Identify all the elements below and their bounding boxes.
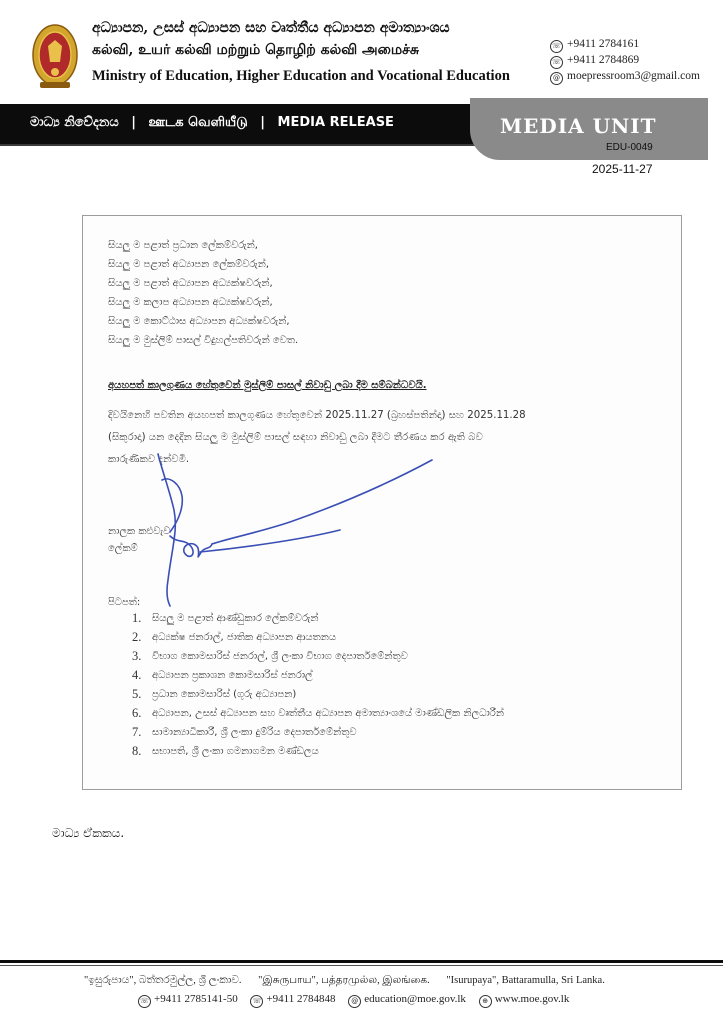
media-release-label-en: MEDIA RELEASE xyxy=(277,115,394,130)
header-phone-2 xyxy=(550,54,639,69)
header-phone-2-text: +9411 2784869 xyxy=(567,54,640,66)
copy-number: 1. xyxy=(132,611,142,625)
media-unit-signoff: මාධ්‍ය ඒකකය. xyxy=(52,826,125,840)
copy-number: 3. xyxy=(132,649,142,663)
phone-icon: ☏ xyxy=(138,995,151,1008)
copy-recipient: අධ්‍යක්ෂ ජනරාල්, ජාතික අධ්‍යාපන ආයතනය xyxy=(152,632,337,643)
phone-icon: ☏ xyxy=(250,995,263,1008)
media-release-label-ta: ஊடக வெளியீடு xyxy=(148,115,248,130)
media-unit-label: MEDIA UNIT xyxy=(500,114,657,138)
media-unit-tab-edge xyxy=(708,98,723,160)
copy-recipient: අධ්‍යාපන ප්‍රකාශන කොමසාරිස් ජනරාල් xyxy=(152,670,313,681)
copy-number: 8. xyxy=(132,744,142,758)
addressee-line: සියලු ම පළාත් අධ්‍යාපන අධ්‍යක්ෂවරුන්, xyxy=(108,278,273,289)
footer-address xyxy=(84,974,605,987)
at-icon: @ xyxy=(550,72,563,85)
addressee-line: සියලු ම පළාත් ප්‍රධාන ලේකම්වරුන්, xyxy=(108,240,258,251)
addressee-line: සියලු ම පළාත් අධ්‍යාපන ලේකම්වරුන්, xyxy=(108,259,270,270)
copy-recipient: අධ්‍යාපන, උසස් අධ්‍යාපන සහ වෘත්තීය අධ්‍යාපන අමාත්‍යාංශයේ මාණ්ඩලික නිලධාරීන් xyxy=(152,708,504,719)
letter-body-line: (සිකුරාදා) යන දෙදින සියලු ම මුස්ලිම් පාසල් සඳහා නිවාඩු ලබා දීමට තීරණය කර ඇති බව xyxy=(108,432,483,443)
copy-number: 4. xyxy=(132,668,142,682)
media-release-label-si: මාධ්‍ය නිවේදනය xyxy=(30,115,119,130)
copy-number: 2. xyxy=(132,630,142,644)
header-phone-1 xyxy=(550,38,639,53)
ministry-title-sinhala: අධ්‍යාපන, උසස් අධ්‍යාපන සහ වෘත්තීය අධ්‍යාපන අමාත්‍යාංශය xyxy=(92,20,450,36)
footer-email: education@moe.gov.lk xyxy=(364,993,466,1005)
band-separator: | xyxy=(260,115,266,130)
phone-icon: ☏ xyxy=(550,56,563,69)
band-separator: | xyxy=(131,115,136,130)
ministry-title-english: Ministry of Education, Higher Education and Vocational Education xyxy=(92,68,510,84)
header-email-text: moepressroom3@gmail.com xyxy=(567,70,700,82)
at-icon: @ xyxy=(348,995,361,1008)
sri-lanka-emblem-icon xyxy=(30,22,80,92)
copy-recipient: සියලු ම පළාත් ආණ්ඩුකාර ලේකම්වරුන් xyxy=(152,613,319,624)
letter-body-line: දිවයිනෙහි පවතින අයහපත් කාලගුණය හේතුවෙන් 2025.11.27 (බ්‍රහස්පතින්දා) සහ 2025.11.28 xyxy=(108,410,526,421)
header-phone-1-text: +9411 2784161 xyxy=(567,38,640,50)
footer-phone-2: +9411 2784848 xyxy=(266,993,336,1005)
copy-recipient: සභාපති, ශ්‍රී ලංකා ගමනාගමන මණ්ඩලය xyxy=(152,746,319,757)
copy-number: 7. xyxy=(132,725,142,739)
footer-phone-1: +9411 2785141-50 xyxy=(154,993,238,1005)
letter-subject: අයහපත් කාලගුණය හේතුවෙන් මුස්ලිම් පාසල් නිවාඩු ලබා දීම සම්බන්ධවයි. xyxy=(108,380,427,391)
addressee-line: සියලු ම මුස්ලිම් පාසල් විදුහල්පතිවරුන් වෙත. xyxy=(108,335,299,346)
signatory-title: ලේකම් xyxy=(108,543,138,554)
globe-icon: ⊕ xyxy=(479,995,492,1008)
copy-recipient: විභාග කොමසාරිස් ජනරාල්, ශ්‍රී ලංකා විභාග දෙපාර්තමේන්තුව xyxy=(152,651,408,662)
copy-number: 5. xyxy=(132,687,142,701)
copy-recipient: ප්‍රධාන කොමසාරිස් (ගුරු අධ්‍යාපන) xyxy=(152,689,297,700)
addressee-line: සියලු ම කලාප අධ්‍යාපන අධ්‍යක්ෂවරුන්, xyxy=(108,297,273,308)
phone-icon: ☏ xyxy=(550,40,563,53)
reference-number: EDU-0049 xyxy=(606,142,653,153)
header-email xyxy=(550,70,700,85)
release-date: 2025-11-27 xyxy=(592,162,653,176)
footer-address-en: "Isurupaya", Battaramulla, Sri Lanka. xyxy=(446,975,605,986)
footer-address-ta: "இசுருபாய", பத்தரமுல்ல, இலங்கை. xyxy=(258,975,430,986)
ministry-title-tamil: கல்வி, உயர் கல்வி மற்றும் தொழிற் கல்வி அமைச்சு xyxy=(92,42,420,58)
letter-body-line: කාරුණිකව දන්වමි. xyxy=(108,454,190,465)
copy-recipient: සාමාන්‍යාධිකාරී, ශ්‍රී ලංකා දුම්රිය දෙපාර්තමේන්තුව xyxy=(152,727,357,738)
footer-rule xyxy=(0,960,723,963)
footer-address-si: "ඉසුරුපාය", බත්තරමුල්ල, ශ්‍රී ලංකාව. xyxy=(84,975,242,986)
handwritten-signature xyxy=(140,440,450,610)
media-release-labels xyxy=(30,115,394,131)
footer-contacts xyxy=(138,993,569,1008)
copies-heading: පිටපත්: xyxy=(108,597,141,608)
addressee-line: සියලු ම කොට්ඨාස අධ්‍යාපන අධ්‍යක්ෂවරුන්, xyxy=(108,316,290,327)
footer-website: www.moe.gov.lk xyxy=(494,993,570,1005)
signatory-name: නාලක කළුවැව xyxy=(108,526,171,537)
footer-rule-thin xyxy=(0,965,723,966)
copy-number: 6. xyxy=(132,706,142,720)
